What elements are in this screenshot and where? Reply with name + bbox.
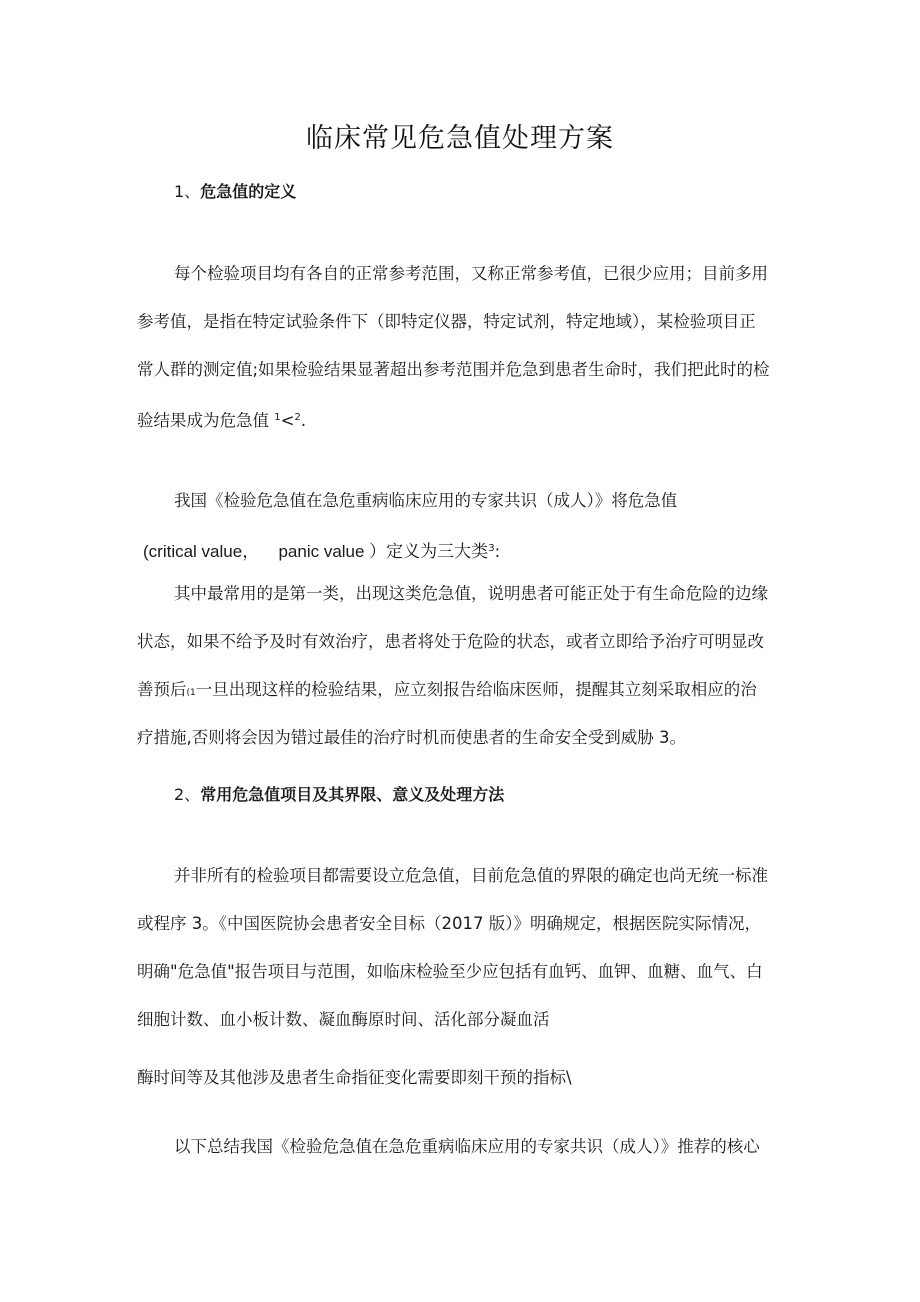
s1-p1-line4-text: 验结果成为危急值 <box>137 411 269 430</box>
s1-p1-line1: 每个检验项目均有各自的正常参考范围，又称正常参考值，已很少应用；目前多用 <box>174 264 768 283</box>
s2-p1-line5: 酶时间等及其他涉及患者生命指征变化需要即刻干预的指标\ <box>137 1068 572 1087</box>
s2-p1-line3: 明确"危急值"报告项目与范围，如临床检验至少应包括有血钙、血钾、血糖、血气、白 <box>137 962 763 981</box>
section-1-title: 危急值的定义 <box>200 182 297 201</box>
s1-p1-line3: 常人群的测定值;如果检验结果显著超出参考范围并危急到患者生命时，我们把此时的检 <box>137 360 770 379</box>
citation-ref: 1 <box>274 412 281 423</box>
s2-p2-line1: 以下总结我国《检验危急值在急危重病临床应用的专家共识（成人）》推荐的核心 <box>174 1137 760 1156</box>
s1-p3-line2: 状态，如果不给予及时有效治疗，患者将处于危险的状态，或者立即给予治疗可明显改 <box>137 632 764 651</box>
s1-p2-line2 <box>143 538 500 563</box>
citation-separator: < <box>280 411 295 430</box>
s2-p1-line1: 并非所有的检验项目都需要设立危急值，目前危急值的界限的确定也尚无统一标准 <box>174 866 768 885</box>
s2-p1-line4: 细胞计数、血小板计数、凝血酶原时间、活化部分凝血活 <box>137 1010 550 1029</box>
s1-p1-line4 <box>137 407 306 432</box>
section-2-heading <box>174 784 504 806</box>
s1-p3-line3 <box>137 679 757 704</box>
s1-p3-line1: 其中最常用的是第一类，出现这类危急值，说明患者可能正处于有生命危险的边缘 <box>174 584 768 603</box>
section-1-number: 1、 <box>174 182 201 201</box>
critical-value-term: (critical value， <box>143 542 260 561</box>
line-end: . <box>300 411 307 430</box>
section-2-title: 常用危急值项目及其界限、意义及处理方法 <box>200 785 505 804</box>
panic-value-term: panic value ）定义为三大类 <box>278 542 489 561</box>
citation-ref: (1 <box>186 688 196 698</box>
citation-ref: 2 <box>294 412 301 423</box>
s1-p1-line2: 参考值，是指在特定试验条件下（即特定仪器，特定试剂，特定地域），某检验项目正 <box>137 312 756 331</box>
s1-p3-line4: 疗措施,否则将会因为错过最佳的治疗时机而使患者的生命安全受到威胁 3。 <box>137 728 686 747</box>
section-1-heading <box>174 181 296 203</box>
section-2-number: 2、 <box>174 785 201 804</box>
document-title: 临床常见危急值处理方案 <box>306 123 614 154</box>
s1-p2-line1: 我国《检验危急值在急危重病临床应用的专家共识（成人）》将危急值 <box>174 491 678 510</box>
line-end: : <box>494 542 501 561</box>
s1-p3-line3-rest: 一旦出现这样的检验结果，应立刻报告给临床医师，提醒其立刻采取相应的治 <box>195 680 757 699</box>
citation-ref: 3 <box>488 543 495 554</box>
s1-p3-line3-start: 善预后 <box>137 680 187 699</box>
s2-p1-line2: 或程序 3。《中国医院协会患者安全目标（2017 版）》明确规定，根据医院实际情况， <box>137 914 761 933</box>
